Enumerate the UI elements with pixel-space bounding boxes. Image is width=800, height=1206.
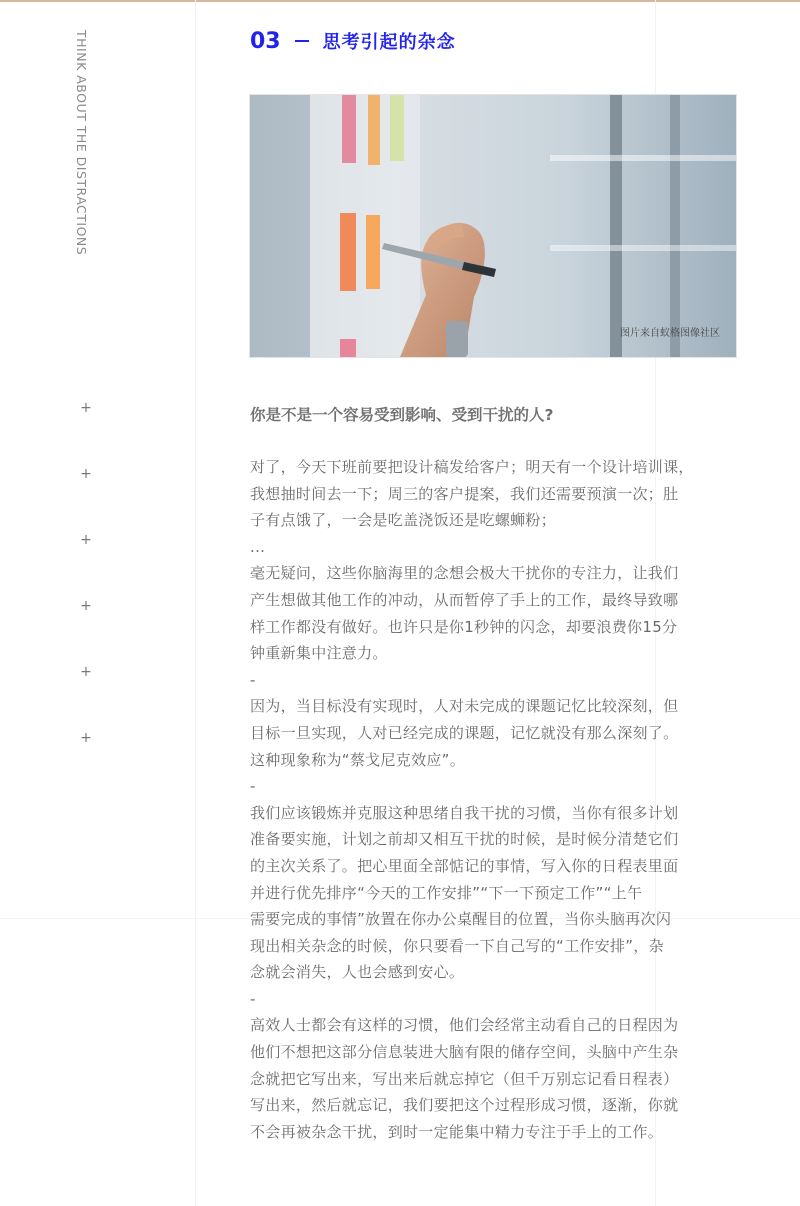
plus-icon: + [80,730,92,746]
section-header [250,26,456,56]
text-line: - [250,777,256,796]
text-line: 念就会消失，人也会感到安心。 [250,963,465,982]
grid-line [195,0,196,1206]
text-line: 样工作都没有做好。也许只是你1秒钟的闪念，却要浪费你15分 [250,617,678,636]
text-line: 毫无疑问，这些你脑海里的念想会极大干扰你的专注力，让我们 [250,564,679,583]
text-line: 我想抽时间去一下；周三的客户提案，我们还需要预演一次；肚 [250,484,679,503]
text-line: 的主次关系了。把心里面全部惦记的事情，写入你的日程表里面 [250,856,679,875]
text-line: 写出来，然后就忘记，我们要把这个过程形成习惯，逐渐，你就 [250,1096,679,1115]
plus-icon: + [80,466,92,482]
text-line: 念就把它写出来，写出来后就忘掉它（但千万别忘记看日程表） [250,1069,679,1088]
text-line: 他们不想把这部分信息装进大脑有限的储存空间，头脑中产生杂 [250,1043,679,1062]
section-number: 03 [250,28,281,54]
header-dash [295,40,309,42]
section-title: 思考引起的杂念 [322,32,456,53]
body-text [250,454,755,1145]
text-line: - [250,989,256,1008]
text-line: 子有点饿了，一会是吃盖浇饭还是吃螺蛳粉； [250,511,557,530]
text-line: 对了，今天下班前要把设计稿发给客户；明天有一个设计培训课， [250,458,694,476]
side-caption: THINK ABOUT THE DISTRACTIONS [74,30,89,256]
plus-icon: + [80,598,92,614]
plus-icon: + [80,400,92,416]
lead-question: 你是不是一个容易受到影响、受到干扰的人? [250,406,554,424]
text-line: 目标一旦实现，人对已经完成的课题，记忆就没有那么深刻了。 [250,723,679,742]
text-line: 需要完成的事情”放置在你办公桌醒目的位置，当你头脑再次闪 [250,910,672,929]
plus-icon: + [80,532,92,548]
text-line: ... [250,537,266,556]
text-line: 不会再被杂念干扰，到时一定能集中精力专注于手上的工作。 [250,1122,664,1141]
photo-credit: 图片来自蚁格图像社区 [620,328,720,339]
text-line: 并进行优先排序“今天的工作安排”“下一下预定工作”“上午 [250,883,643,902]
text-line: 我们应该锻炼并克服这种思绪自我干扰的习惯，当你有很多计划 [250,803,679,822]
text-line: - [250,670,256,689]
hero-photo [249,94,737,358]
text-line: 准备要实施，计划之前却又相互干扰的时候，是时候分清楚它们 [250,830,679,849]
text-line: 因为，当目标没有实现时，人对未完成的课题记忆比较深刻，但 [250,697,679,716]
plus-icon: + [80,664,92,680]
top-accent-rule [0,0,800,2]
text-line: 现出相关杂念的时候，你只要看一下自己写的“工作安排”，杂 [250,936,664,955]
text-line: 这种现象称为“蔡戈尼克效应”。 [250,750,466,769]
text-line: 钟重新集中注意力。 [250,644,388,663]
text-line: 产生想做其他工作的冲动，从而暂停了手上的工作，最终导致哪 [250,590,679,609]
text-line: 高效人士都会有这样的习惯，他们会经常主动看自己的日程因为 [250,1016,679,1035]
article-body [250,398,755,1145]
